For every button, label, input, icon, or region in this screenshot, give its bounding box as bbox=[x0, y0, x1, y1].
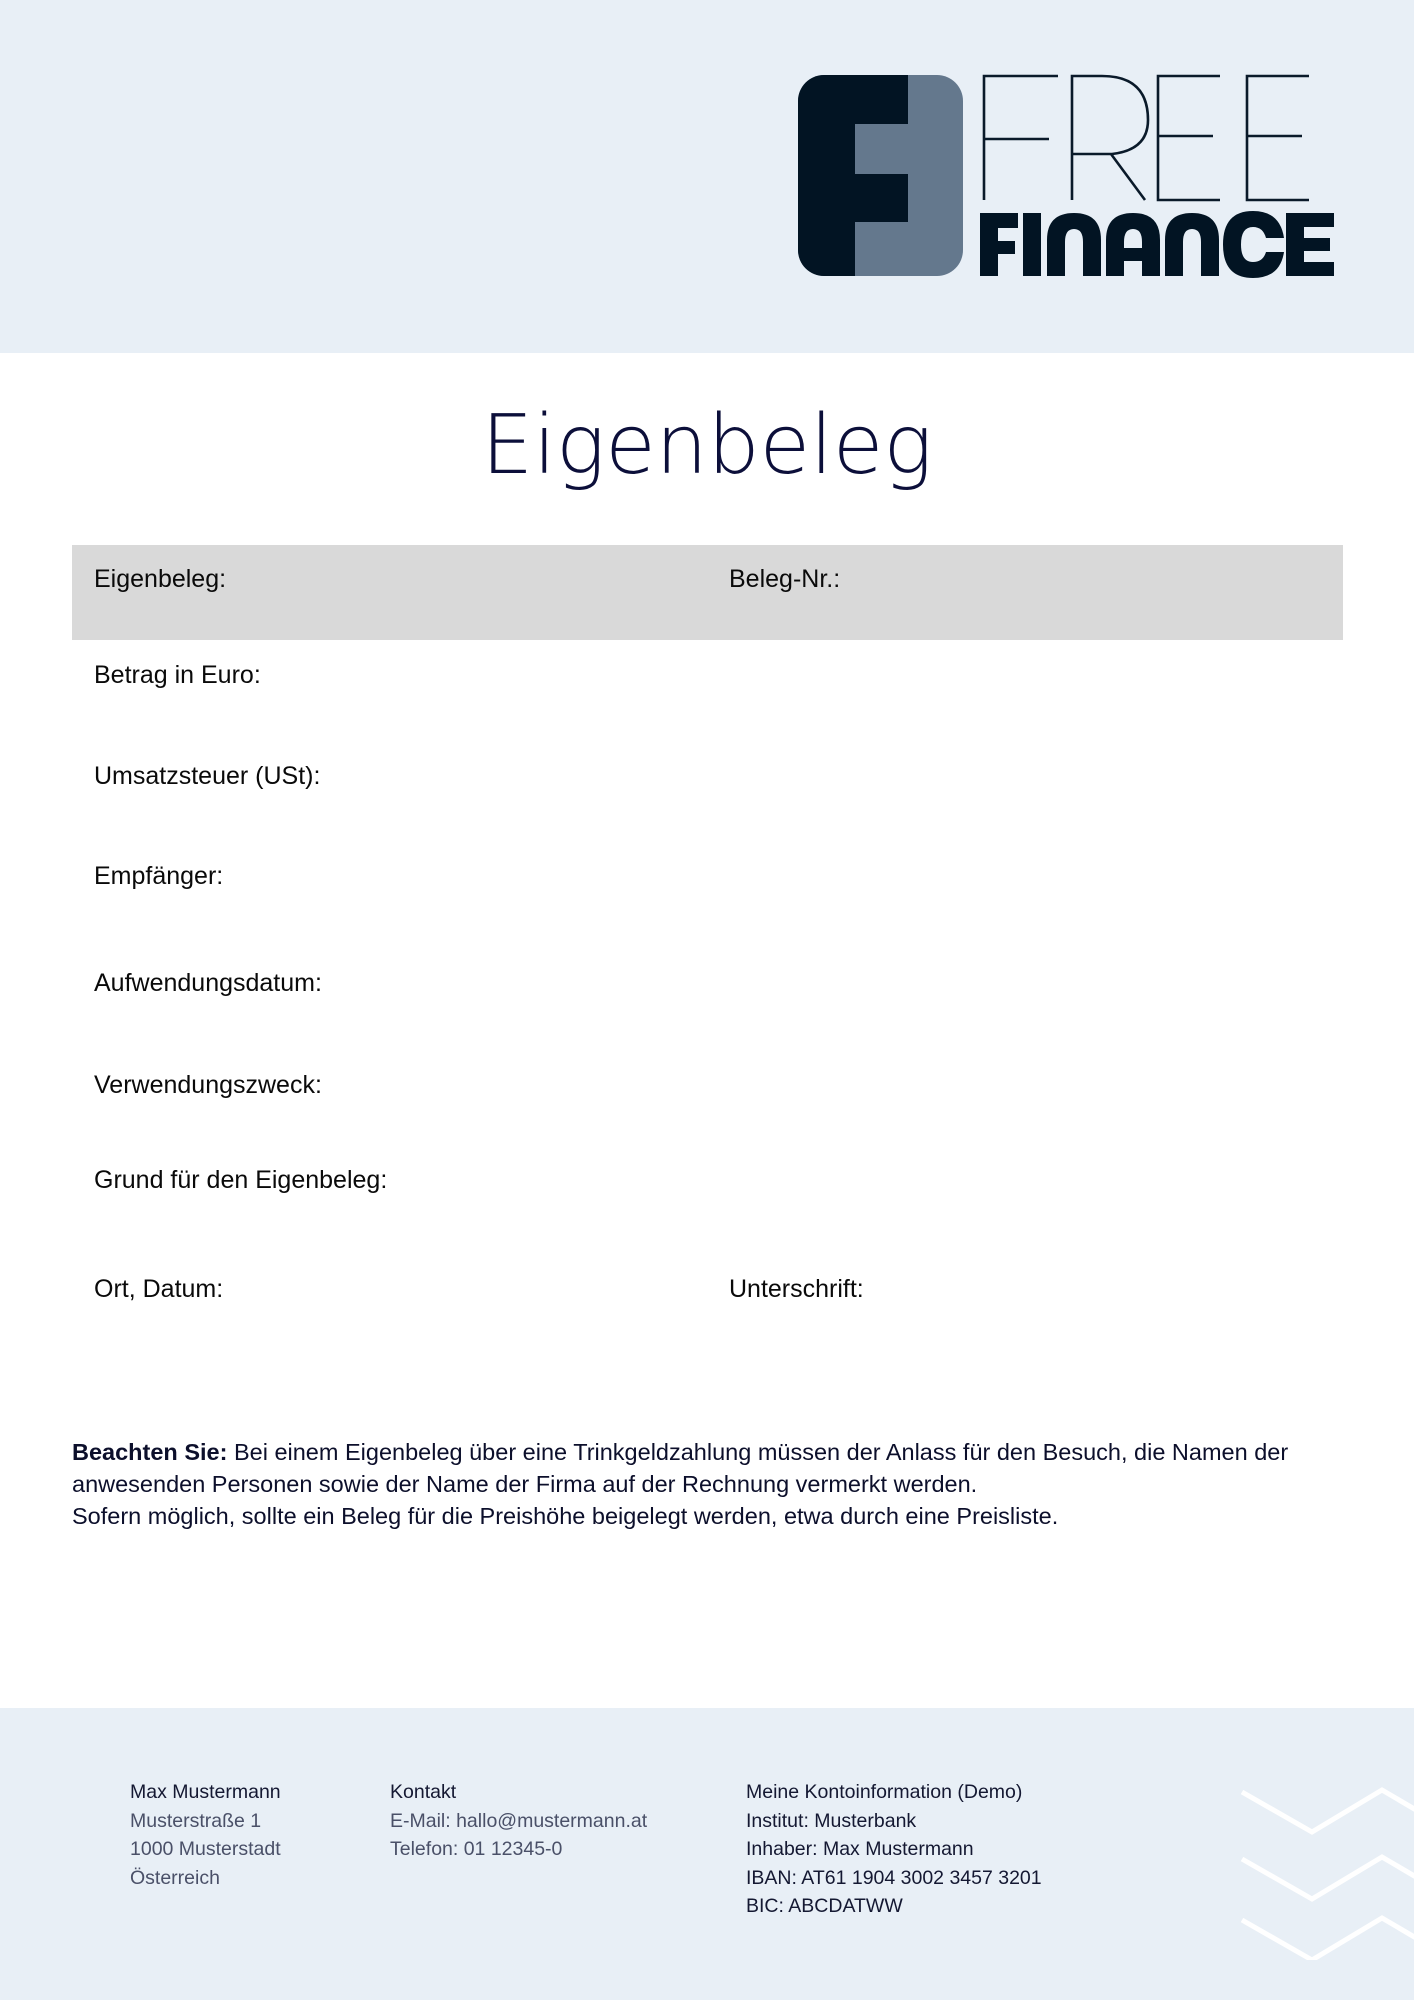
receipt-header-row bbox=[72, 545, 1343, 640]
footer-bank-holder: Inhaber: Max Mustermann bbox=[746, 1838, 974, 1860]
footer-bank-heading: Meine Kontoinformation (Demo) bbox=[746, 1781, 1023, 1803]
notice-line1: Bei einem Eigenbeleg über eine Trinkgeldzahlung müssen der Anlass für den Besuch, die Namen der anwesenden Personen sowie der Name der Firma auf der Rechnung vermerkt werden. bbox=[72, 1439, 1289, 1497]
ort-datum-label: Ort, Datum: bbox=[94, 1275, 224, 1303]
field-grund-label: Grund für den Eigenbeleg: bbox=[94, 1166, 388, 1194]
field-betrag-label: Betrag in Euro: bbox=[94, 661, 261, 689]
notice-line2: Sofern möglich, sollte ein Beleg für die Preishöhe beigelegt werden, etwa durch eine Preisliste. bbox=[72, 1503, 1059, 1529]
freefinance-logo bbox=[796, 72, 1376, 282]
footer-address-street: Musterstraße 1 bbox=[130, 1809, 262, 1832]
field-aufwendungsdatum-label: Aufwendungsdatum: bbox=[94, 969, 322, 997]
footer-address-city: 1000 Musterstadt bbox=[130, 1838, 281, 1860]
page-title bbox=[0, 398, 1414, 493]
field-empfaenger-label: Empfänger: bbox=[94, 862, 224, 890]
footer-address bbox=[130, 1778, 281, 1892]
page-title-text: Eigenbeleg bbox=[481, 398, 933, 493]
eigenbeleg-label: Eigenbeleg: bbox=[94, 565, 227, 593]
notice-paragraph bbox=[72, 1436, 1362, 1532]
footer-contact-phone: Telefon: 01 12345-0 bbox=[390, 1838, 563, 1860]
logo-mark-icon bbox=[798, 75, 963, 276]
footer-bank-bic: BIC: ABCDATWW bbox=[746, 1895, 903, 1917]
footer-contact-heading: Kontakt bbox=[390, 1781, 457, 1803]
footer-contact-email[interactable]: E-Mail: hallo@mustermann.at bbox=[390, 1809, 648, 1832]
field-verwendungszweck-label: Verwendungszweck: bbox=[94, 1071, 322, 1099]
unterschrift-label: Unterschrift: bbox=[729, 1275, 864, 1303]
footer-bank-info bbox=[746, 1778, 1042, 1921]
zigzag-decoration-icon bbox=[1240, 1760, 1414, 1960]
logo-word-free bbox=[984, 76, 1309, 200]
footer-contact bbox=[390, 1778, 647, 1864]
notice-bold-prefix: Beachten Sie: bbox=[72, 1439, 228, 1465]
field-umsatzsteuer-label: Umsatzsteuer (USt): bbox=[94, 762, 321, 790]
footer-address-country: Österreich bbox=[130, 1866, 220, 1889]
beleg-nr-label: Beleg-Nr.: bbox=[729, 565, 841, 593]
footer-bank-iban: IBAN: AT61 1904 3002 3457 3201 bbox=[746, 1866, 1042, 1889]
logo-word-finance bbox=[980, 211, 1334, 278]
footer-bank-institute: Institut: Musterbank bbox=[746, 1809, 917, 1832]
footer-address-name: Max Mustermann bbox=[130, 1781, 281, 1803]
